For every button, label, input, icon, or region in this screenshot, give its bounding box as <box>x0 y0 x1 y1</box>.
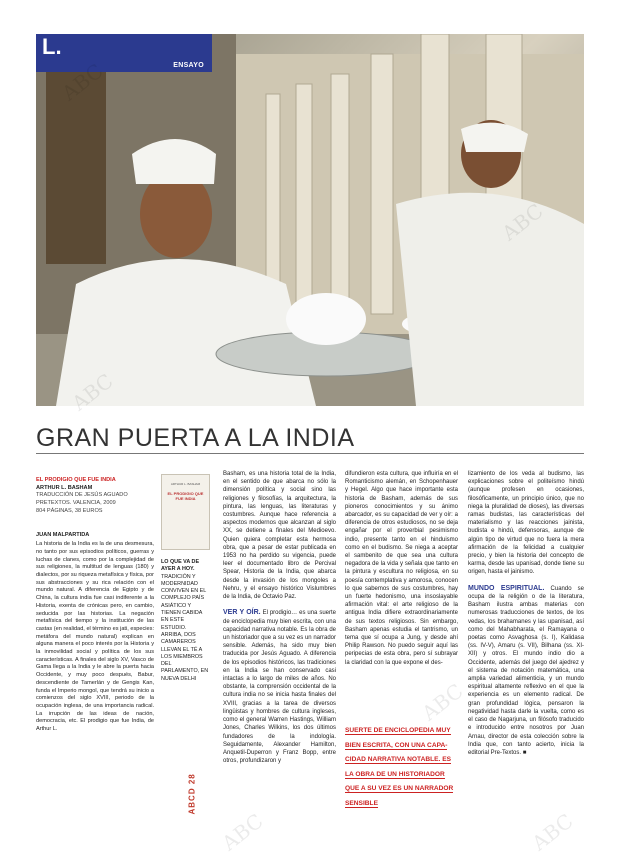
watermark: ABC <box>67 368 118 416</box>
subhead-ver-y-oir: VER Y OÍR. <box>223 609 261 617</box>
column-1 <box>223 470 336 765</box>
column-1-text-a: Basham, es una historia total de la India, en el sentido de que abarca no sólo la dimensión política y social sino las religiones y filosofías, la arquitectura, la pintura, las lenguas, las literaturas y costumbres. Aunque hace referencia a aspectos modernos que alcanzan al siglo XX, se detiene a finales del Medioevo. Quien quiera completar esta hermosa obra, que a pesar de estar publicada en 1953 no ha perdido su vigencia, puede leer el documentado libro de Percival Spear, Historia de la India, que abarca desde la invasión de los mongoles a Nehru, y el ensayo histórico Vislumbres de la India, de Octavio Paz. <box>223 471 336 601</box>
subhead-mundo-espiritual: MUNDO ESPIRITUAL. <box>468 584 545 592</box>
sidebar-author: ARTHUR L. BASHAM <box>36 484 93 491</box>
hero-photo <box>36 34 584 406</box>
column-3-text-b: Cuando se ocupa de la religión o de la literatura, Basham ilustra ambas materias con numerosas traducciones de textos, de los vedas, los brahamanes y las upanisad, así como del Mahabharata, el Ramayana o poetas como Asvaghosa (s. I), Kalidasa (ss. IV-V), Amaru (s. VII), Bilhana (ss. XI-XII) y otros. El mundo indio dio a Occidente, además del juego del ajedrez y el sistema de notación matemática, una amplia variedad alimenticia, y un mundo espiritual altamente reflexivo en el que la experiencia es un elemento radical. De gran profundidad lógica, pensaron la negatividad hasta darle la vuelta, como es el caso de Nagarjuna, un filósofo traducido e introducido entre nosotros por Juan Arnau, director de esta colección sobre la India que, con tanto acierto, inicia la editorial Pre-Textos. ■ <box>468 585 585 756</box>
headline: GRAN PUERTA A LA INDIA <box>36 424 355 452</box>
book-cover-author: ARTHUR L. BASHAM <box>170 482 201 486</box>
watermark: ABC <box>57 58 108 106</box>
watermark: ABC <box>217 808 268 855</box>
pullquote-line: BIEN ESCRITA, CON UNA CAPA- <box>345 741 448 749</box>
pullquote-line: LA OBRA DE UN HISTORIADOR <box>345 770 445 778</box>
photo-caption <box>161 559 209 683</box>
pullquote-line: SUERTE DE ENCICLOPEDIA MUY <box>345 727 451 734</box>
book-cover <box>161 474 210 550</box>
page-folio <box>185 755 199 819</box>
pullquote <box>345 724 459 811</box>
caption-title: LO QUE VA DE AYER A HOY. <box>161 559 200 573</box>
sidebar-translator: TRADUCCIÓN DE JESÚS AGUADO <box>36 492 128 499</box>
watermark: ABC <box>417 678 468 726</box>
folio-text: ABCD 28 <box>187 773 197 815</box>
watermark: ABC <box>497 198 548 246</box>
section-label: ENSAYO <box>173 62 204 69</box>
sidebar-pages: 804 PÁGINAS, 38 EUROS <box>36 507 103 514</box>
section-letter: L. <box>42 34 62 59</box>
byline: JUAN MALPARTIDA <box>36 531 90 538</box>
headline-rule <box>36 453 584 454</box>
column-1-text-b: El prodigio… es una suerte de enciclopedia muy bien escrita, con una capacidad narrativa notable. Es la obra de un historiador que a su vez es un narrador sensible. Además, ha sido muy bien traducida por Jesús Aguado. A diferencia de los episodios históricos, las tradiciones en la India se han conservado casi intactas a lo largo de miles de años. No obstante, la comprensión occidental de la cultura india no se inicia hasta finales del XVIII, gracias a la tarea de diversos lingüistas y hombres de cultura ingleses, como el general Warren Hastings, William Jones, Charles Wilkins, los dos últimos fundadores de la indología. Seguidamente, Alexander Hamilton, Anquetil-Duperron y Franz Bopp, entre otros, profundizaron y <box>223 610 336 765</box>
book-cover-title: EL PRODIGIO QUE FUE INDIA <box>167 491 204 501</box>
pullquote-line: QUE A SU VEZ ES UN NARRADOR <box>345 785 454 792</box>
pullquote-line: SENSIBLE <box>345 799 378 807</box>
column-2-text: difundieron esta cultura, que influiría en el Romanticismo alemán, en Schopenhauer y Hegel. Algo que hace importante esta historia de Basham, además de sus pioneros conocimientos y su ánimo abarcador, es su capacidad de ver y oír: a diferencia de otros estudiosos, no se deja engañar por el proverbial pesimismo indio, presente tanto en el hinduismo como en el budismo. Se niega a aceptar el sambenito de que sea una cultura negadora de la vida y señala que tanto en la pintura y escultura no religiosa, en su poesía contemplativa y amorosa, conocen lo que sabemos de sus costumbres, hay un fuerte hedonismo, una insoslayable afirmación vital: el arte religioso de la antigua India difiere extraordinariamente de sus textos religiosos. Sin embargo, Basham apenas estudia el tantrismo, un tema que sí ocupa a Jung, y desde ahí Philip Rawson. No puedo seguir aquí las peripecias de esta obra, pero sí subrayar la claridad con la que expone el des- <box>345 471 458 666</box>
pullquote-line: CIDAD NARRATIVA NOTABLE. ES <box>345 756 451 763</box>
sidebar <box>36 477 154 734</box>
caption-text: TRADICIÓN Y MODERNIDAD CONVIVEN EN EL COMPLEJO PAÍS ASIÁTICO Y TIENEN CABIDA EN ESTE ESTUDIO. ARRIBA, DOS CAMAREROS LLEVAN EL TÉ A LOS MIEMBROS DEL PARLAMENTO, EN NUEVA DELHI <box>161 573 209 682</box>
watermark: ABC <box>527 808 578 855</box>
section-tab <box>36 34 212 72</box>
sidebar-publisher: PRETEXTOS. VALENCIA, 2009 <box>36 500 116 507</box>
column-3-text-a: lizamiento de los veda al budismo, las explicaciones sobre el politeísmo hindú (aunque profesen en ocasiones, filosóficamente, un principio único, que no niega la pluralidad de dioses), las diversas ramas budistas, las características del materialismo y las reacciones jainista, budista e hindú, defensoras, aunque de algún tipo de virtud que no fuera la mera afirmación de la felicidad a cualquier precio, y bien la historia del concepto de karma, desde las upanisad, donde tiene su origen, hasta el jainismo. <box>468 471 584 576</box>
column-2 <box>345 470 458 667</box>
sidebar-kicker: EL PRODIGIO QUE FUE INDIA <box>36 477 116 483</box>
sidebar-body: La historia de la India es la de una desmesura, no tanto por sus episodios políticos, guerras y luchas de clanes, como por la complejidad de sus religiones, la multitud de lenguas (180) y dialectos, por su riqueza metafísica y física, por sus abstracciones y su rica relación con el mundo natural. A diferencia de Egipto y de China, la cultura india fue casi indiferente a la Historia, exenta de crónicas pero, en cambio, seducida por las historias. La negación metafísica del tiempo y la institución de las castas (en realidad, el término es jati, especies: metáfora del mundo natural) explican en alguna manera el poco interés por la Historia y la inmovilidad social y política de los sus características. A finales del siglo XV, Vasco de Gama llega a la India y le abre la puerta hacia Occidente, y muy poco después, Babur, descendiente de Tamerlán y de Gengis Kan, funda el Imperio mongol, que tendrá su inicio a comienzos del siglo XVIII, periodo de la ocupación inglesa, de una importancia radical. La irrupción de las ideas de nación, democracia, etc. El prodigio que fue India, de Arthur L. <box>36 541 154 733</box>
column-3 <box>468 470 584 757</box>
